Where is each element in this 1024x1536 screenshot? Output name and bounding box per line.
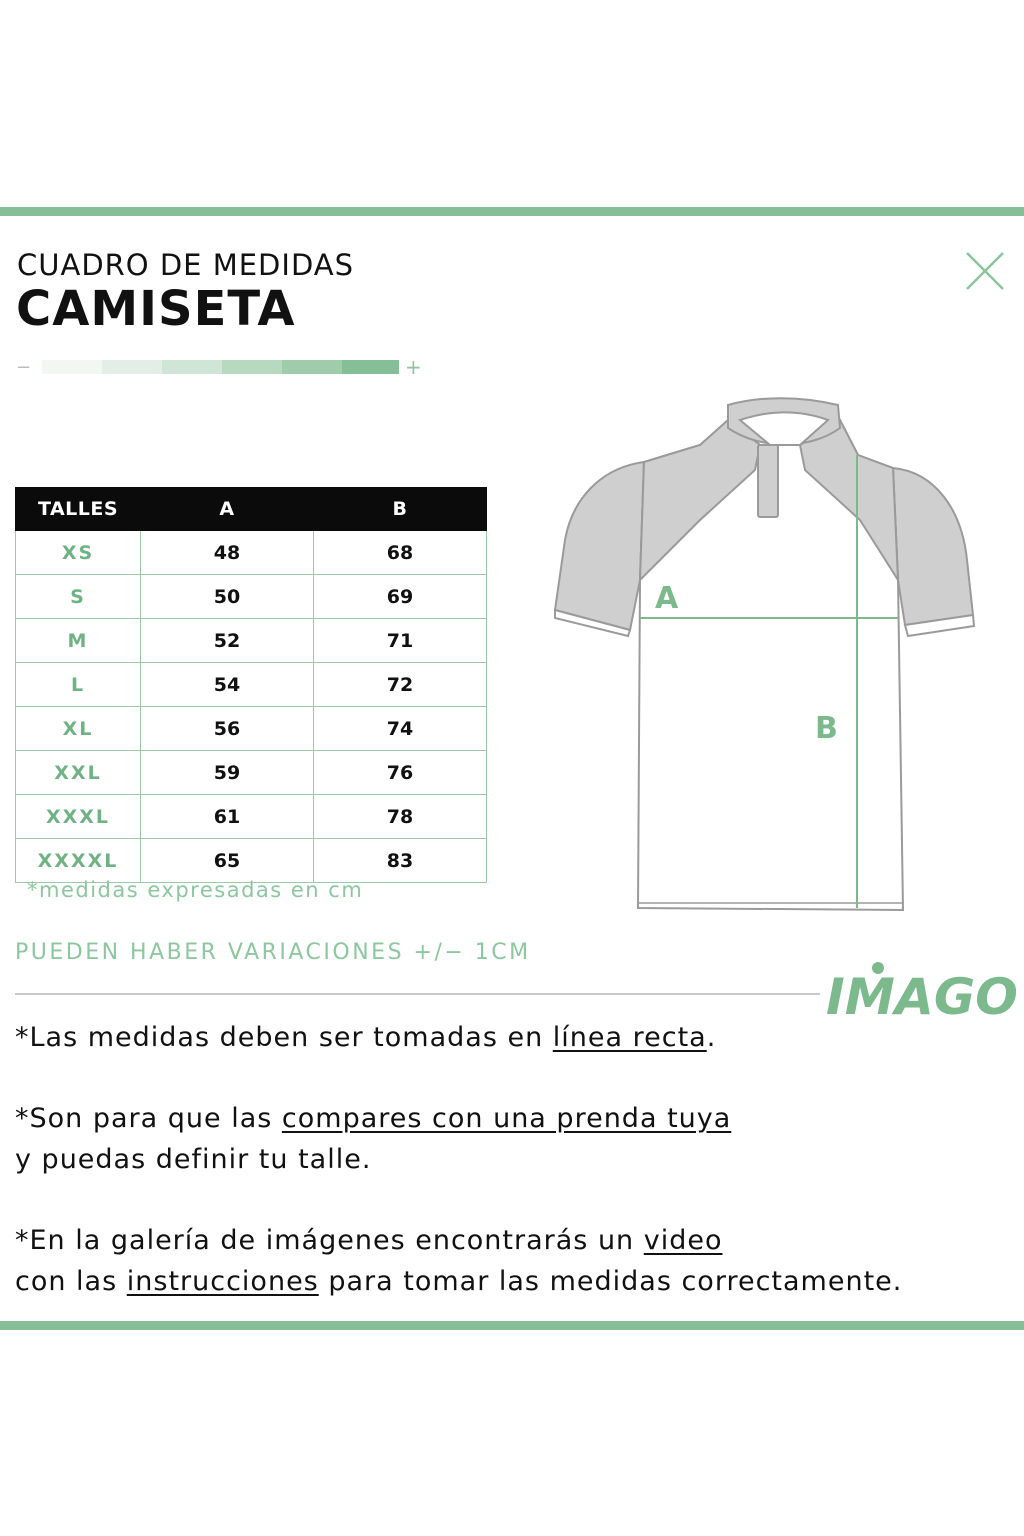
divider	[15, 993, 820, 995]
table-row	[16, 751, 487, 795]
instruction-3: *En la galería de imágenes encontrarás un video con las instrucciones para tomar las medidas correctamente.	[15, 1225, 903, 1297]
link-linea-recta[interactable]: línea recta	[552, 1022, 707, 1053]
placket	[758, 445, 778, 517]
measure-b-cell: 69	[314, 575, 487, 619]
link-video[interactable]: video	[643, 1225, 723, 1256]
variation-note: PUEDEN HABER VARIACIONES +/− 1CM	[15, 940, 531, 965]
size-cell: XL	[16, 707, 141, 751]
label-a: A	[655, 581, 679, 616]
measure-b-cell: 71	[314, 619, 487, 663]
instructions	[15, 1017, 1015, 1342]
size-cell: XS	[16, 531, 141, 575]
scale-plus: +	[405, 355, 422, 379]
page-title: CAMISETA	[16, 281, 296, 337]
measure-b-cell: 72	[314, 663, 487, 707]
measure-a-cell: 59	[141, 751, 314, 795]
link-instrucciones[interactable]: instrucciones	[126, 1266, 319, 1297]
brand-logo	[826, 958, 1022, 1024]
label-b: B	[815, 711, 838, 746]
size-cell: S	[16, 575, 141, 619]
measure-a-cell: 50	[141, 575, 314, 619]
size-cell: XXL	[16, 751, 141, 795]
measure-b-cell: 68	[314, 531, 487, 575]
size-cell: M	[16, 619, 141, 663]
size-table	[15, 487, 487, 883]
measure-b-cell: 78	[314, 795, 487, 839]
shirt-diagram	[550, 395, 980, 920]
table-row	[16, 575, 487, 619]
scale-minus: −	[16, 357, 32, 378]
measure-a-cell: 48	[141, 531, 314, 575]
size-cell: XXXL	[16, 795, 141, 839]
close-icon[interactable]	[964, 250, 1006, 292]
bottom-accent-bar	[0, 1321, 1024, 1330]
measure-a-cell: 56	[141, 707, 314, 751]
table-row	[16, 707, 487, 751]
page-subtitle: CUADRO DE MEDIDAS	[17, 248, 355, 282]
header-a: A	[141, 488, 314, 531]
table-row	[16, 531, 487, 575]
table-row	[16, 663, 487, 707]
instruction-2: *Son para que las compares con una prenda tuya y puedas definir tu talle.	[15, 1103, 732, 1175]
size-cell: XXXXL	[16, 839, 141, 883]
top-accent-bar	[0, 207, 1024, 216]
measure-a-cell: 65	[141, 839, 314, 883]
table-row	[16, 795, 487, 839]
size-scale-gradient	[16, 355, 436, 379]
units-note: *medidas expresadas en cm	[27, 878, 364, 902]
measure-a-cell: 61	[141, 795, 314, 839]
link-compares[interactable]: compares con una prenda tuya	[281, 1103, 732, 1134]
measure-b-cell: 76	[314, 751, 487, 795]
table-row	[16, 839, 487, 883]
measure-a-cell: 54	[141, 663, 314, 707]
measure-b-cell: 83	[314, 839, 487, 883]
header-talles: TALLES	[16, 488, 141, 531]
left-sleeve	[555, 462, 644, 630]
header-b: B	[314, 488, 487, 531]
size-cell: L	[16, 663, 141, 707]
table-row	[16, 619, 487, 663]
instruction-1: *Las medidas deben ser tomadas en línea recta.	[15, 1022, 717, 1053]
measure-b-cell: 74	[314, 707, 487, 751]
measure-a-cell: 52	[141, 619, 314, 663]
table-header-row	[16, 488, 487, 531]
brand-logo-text: IMAGO	[826, 968, 1018, 1024]
right-sleeve	[893, 468, 973, 625]
